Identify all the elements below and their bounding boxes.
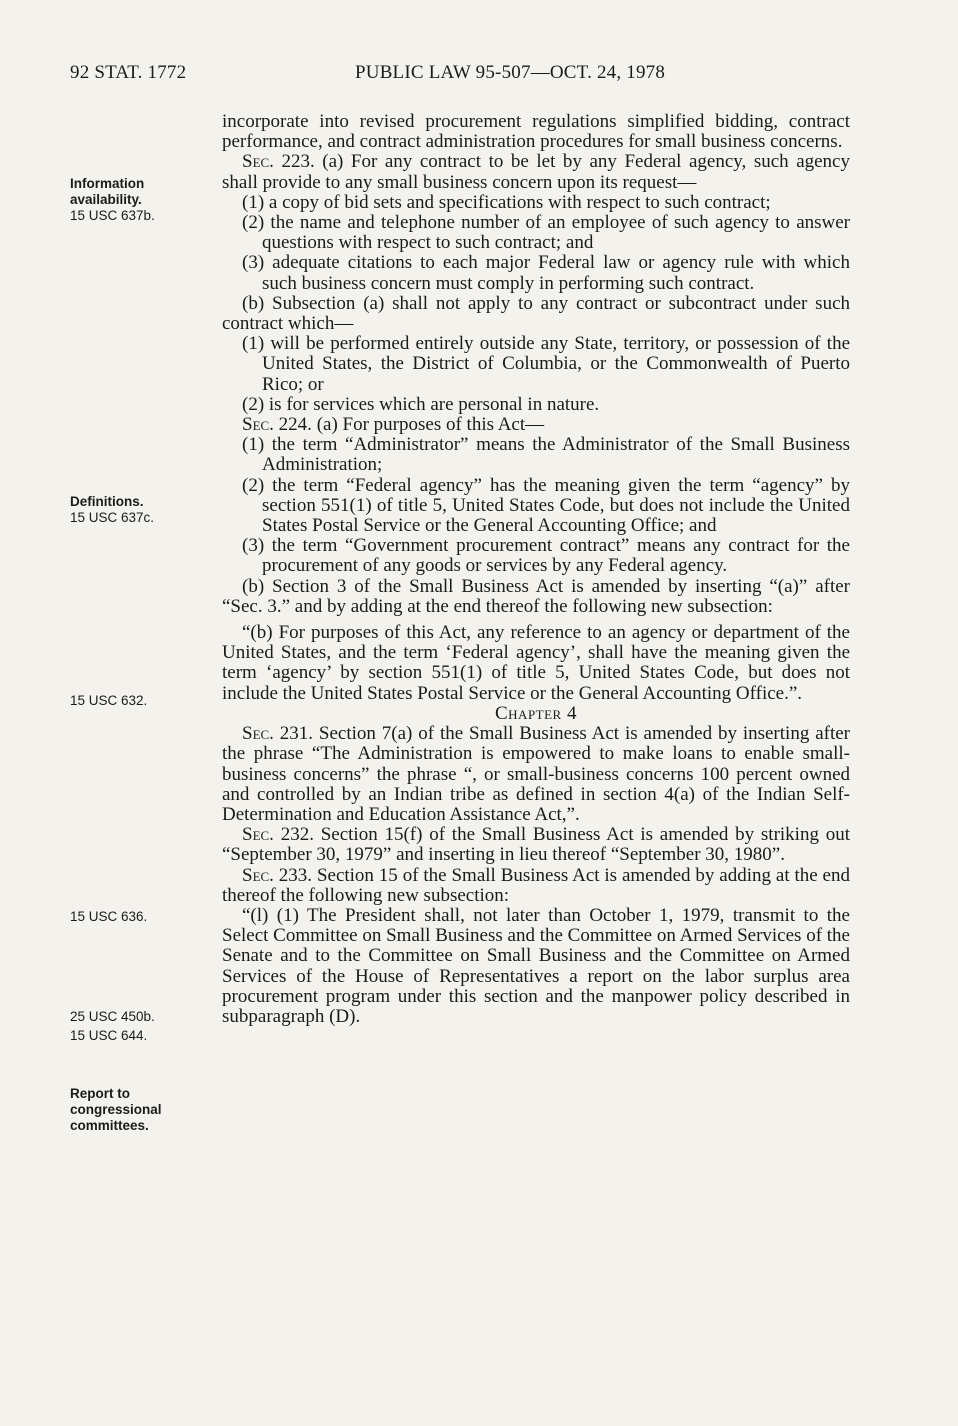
page-title: PUBLIC LAW 95-507—OCT. 24, 1978 [355,62,666,83]
margin-note-644 [70,1028,218,1044]
section-text: Section 7(a) of the Small Business Act is amended by inserting after the phrase “The Administration is empowered to make loans to enable small-business concerns” the phrase “, or small-business concerns 100 percent owned and controlled by an Indian tribe as defined in section 4(a) of the Indian Self-Determination and Education Assistance Act,”. [222,723,850,825]
margin-note-definitions [70,494,218,526]
section-label: Sec. 224. [242,414,312,436]
list-item: (2) the name and telephone number of an employee of such agency to answer questions with respect to such contract; and [242,212,850,254]
quoted-subsection: “(l) (1) The President shall, not later than October 1, 1979, transmit to the Select Committee on Small Business and the Committee on Armed Services of the Senate and to the Committee on Small Business and the Committee on Armed Services of the House of Representatives a report on the labor surplus area procurement program under this section and the manpower policy described in subparagraph (D). [222,904,850,1027]
margin-note-heading: Definitions. [70,494,144,509]
section-232 [222,825,850,865]
section-231 [222,724,850,825]
list-item: (3) the term “Government procurement contract” means any contract for the procurement of any goods or services by any Federal agency. [242,535,850,577]
margin-note-heading: Report to congressional committees. [70,1086,162,1133]
margin-note-636 [70,909,218,925]
section-233 [222,866,850,906]
paragraph: incorporate into revised procurement regulations simplified bidding, contract performance, and contract administration procedures for small business concerns. [222,111,850,153]
document-body [222,112,850,1027]
section-224 [222,415,850,435]
margin-note-heading: Information availability. [70,176,145,207]
list-item: (1) the term “Administrator” means the Administrator of the Small Business Administration; [242,434,850,476]
section-text: Section 15(f) of the Small Business Act is amended by striking out “September 30, 1979” and inserting in lieu thereof “September 30, 1980”. [222,824,850,866]
quoted-subsection: “(b) For purposes of this Act, any reference to an agency or department of the United States, and the term ‘Federal agency’, shall have the meaning given the term ‘agency’ by section 551(1) of title 5, United States Code, but does not include the United States Postal Service or the General Accounting Office.”. [222,622,850,704]
margin-note-citation: 15 USC 636. [70,909,148,924]
section-label: Sec. 231. [242,723,314,745]
list-item: (2) the term “Federal agency” has the meaning given the term “agency” by section 551(1) of title 5, United States Code, but does not include the United States Postal Service or the General Accounting Office; and [242,474,850,537]
margin-note-citation: 25 USC 450b. [70,1009,155,1024]
margin-note-report [70,1086,218,1134]
margin-note-450b [70,1009,218,1025]
section-text: (a) For any contract to be let by any Federal agency, such agency shall provide to any small business concern upon its request— [222,151,850,193]
section-label: Sec. 232. [242,824,314,846]
margin-note-information [70,176,218,224]
list-item: (3) adequate citations to each major Federal law or agency rule with which such business concern must comply in performing such contract. [242,252,850,294]
margin-note-citation: 15 USC 637c. [70,510,155,525]
margin-note-citation: 15 USC 632. [70,693,148,708]
margin-note-632 [70,693,218,709]
section-text: (a) For purposes of this Act— [311,414,545,436]
section-label: Sec. 223. [242,151,315,173]
list-item: (1) will be performed entirely outside any State, territory, or possession of the United States, the District of Columbia, or the Commonwealth of Puerto Rico; or [242,333,850,395]
margin-note-citation: 15 USC 637b. [70,208,155,223]
section-text: Section 15 of the Small Business Act is amended by adding at the end thereof the following new subsection: [222,864,850,906]
paragraph: (b) Section 3 of the Small Business Act is amended by inserting “(a)” after “Sec. 3.” and by adding at the end thereof the following new subsection: [222,575,850,617]
section-label: Sec. 233. [242,864,313,886]
paragraph: (b) Subsection (a) shall not apply to any contract or subcontract under such contract which— [222,292,850,335]
section-223 [222,152,850,192]
margin-note-citation: 15 USC 644. [70,1028,148,1043]
stat-citation: 92 STAT. 1772 [70,62,187,83]
list-item: (2) is for services which are personal in nature. [242,393,600,415]
list-item: (1) a copy of bid sets and specifications with respect to such contract; [242,191,771,213]
chapter-heading: Chapter 4 [495,702,577,724]
page-header [70,62,870,90]
